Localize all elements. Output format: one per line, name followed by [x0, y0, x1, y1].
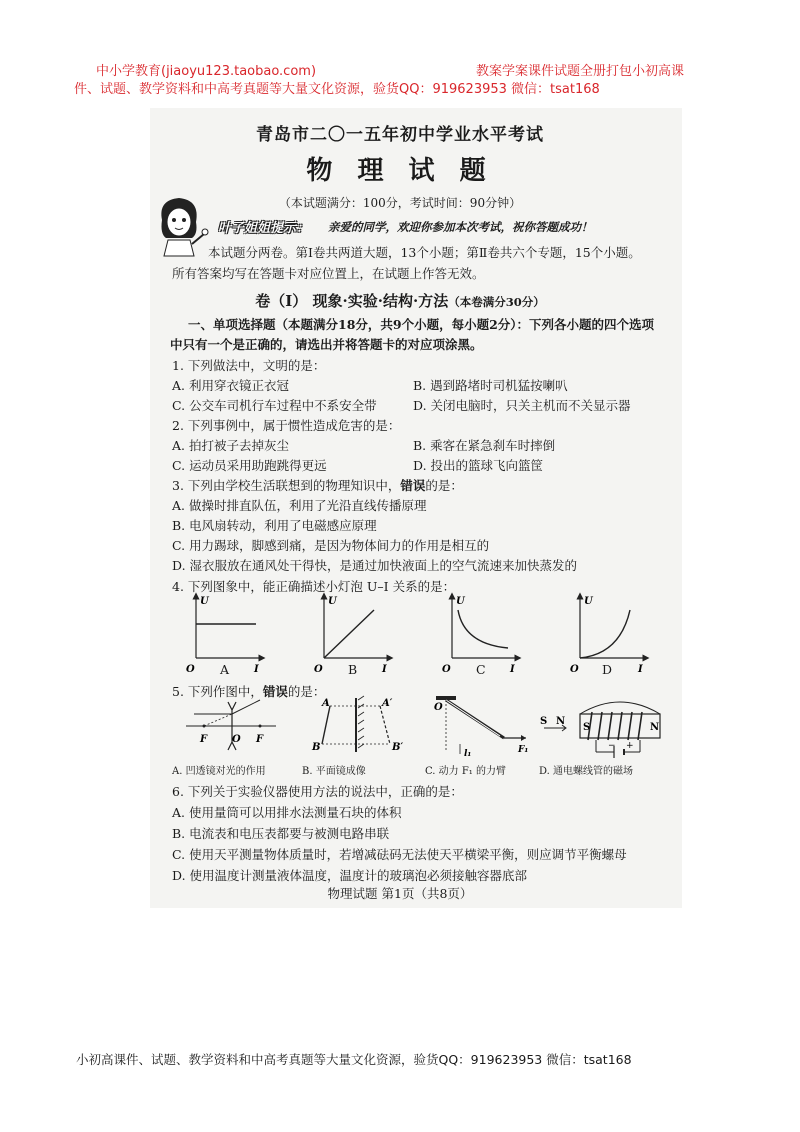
graph-a-y-label: U	[200, 596, 209, 607]
q5-stem-pre: 5. 下列作图中，	[172, 684, 263, 699]
mirror-b: B	[312, 742, 321, 753]
exam-info: （本试题满分：100分，考试时间：90分钟）	[278, 196, 522, 210]
graph-b-x-label: I	[382, 664, 387, 675]
solenoid-s: S	[583, 722, 591, 733]
instructions-line1: 本试题分两卷。第Ⅰ卷共两道大题，13个小题；第Ⅱ卷共六个专题，15个小题。	[208, 245, 641, 260]
lens-o: O	[232, 734, 241, 745]
ad-line2: 件、试题、教学资料和中高考真题等大量文化资源，验货QQ：919623953 微信：tsat168	[74, 82, 600, 97]
q3-option-b: B. 电风扇转动，利用了电磁感应原理	[172, 518, 377, 533]
exam-title: 青岛市二〇一五年初中学业水平考试	[256, 125, 544, 145]
graph-c-origin: O	[442, 664, 451, 675]
q3-option-a: A. 做操时排直队伍，利用了光沿直线传播原理	[172, 498, 427, 513]
graph-b-y-label: U	[328, 596, 337, 607]
q5-option-a: A. 凹透镜对光的作用	[172, 766, 266, 777]
q6-option-c: C. 使用天平测量物体质量时，若增减砝码无法使天平横梁平衡，则应调节平衡螺母	[172, 847, 627, 862]
solenoid-n: N	[650, 722, 660, 733]
section-title: 卷（Ⅰ） 现象·实验·结构·方法	[255, 292, 449, 310]
q5-stem-bold: 错误	[262, 684, 288, 699]
q3-stem-pre: 3. 下列由学校生活联想到的物理知识中，	[172, 478, 401, 493]
q1-option-a: A. 利用穿衣镜正衣冠	[172, 378, 289, 393]
lever-f1: F₁	[518, 745, 529, 755]
battery-minus: −	[608, 741, 616, 751]
mirror-a: A	[322, 698, 330, 709]
q3-stem-bold: 错误	[400, 478, 426, 493]
q3-stem	[172, 476, 463, 494]
tip-text: 亲爱的同学，欢迎你参加本次考试，祝你答题成功！	[328, 220, 593, 234]
graph-a-x-label: I	[254, 664, 259, 675]
graph-b-origin: O	[314, 664, 323, 675]
graph-d-caption: D	[602, 662, 613, 677]
magnet-n: N	[556, 716, 566, 727]
graph-c-caption: C	[476, 662, 486, 677]
section-note: （本卷满分30分）	[448, 295, 545, 309]
graph-d-y-label: U	[584, 596, 593, 607]
part1-line2: 中只有一个是正确的，请选出并将答题卡的对应项涂黑。	[170, 337, 483, 352]
q6-stem: 6. 下列关于实验仪器使用方法的说法中，正确的是：	[172, 784, 463, 799]
ad-top-left: 中小学教育(jiaoyu123.taobao.com)	[96, 64, 317, 79]
q2-option-d: D. 投出的篮球飞向篮筐	[413, 458, 544, 473]
graph-b-caption: B	[348, 662, 358, 677]
page-number: 物理试题 第1页（共8页）	[327, 886, 473, 901]
tip-label: 叶子姐姐提示：	[218, 221, 310, 236]
ad-bottom: 小初高课件、试题、教学资料和中高考真题等大量文化资源，验货QQ：919623953 微信：tsat168	[76, 1052, 632, 1067]
graph-a-caption: A	[220, 662, 230, 677]
q3-option-c: C. 用力踢球，脚感到痛，是因为物体间力的作用是相互的	[172, 538, 490, 553]
q1-stem: 1. 下列做法中，文明的是：	[172, 358, 326, 373]
graph-c-x-label: I	[510, 664, 515, 675]
subject-title: 物 理 试 题	[306, 156, 494, 186]
q1-option-d: D. 关闭电脑时，只关主机而不关显示器	[413, 398, 631, 413]
q6-option-a: A. 使用量筒可以用排水法测量石块的体积	[172, 805, 402, 820]
graph-d-origin: O	[570, 664, 579, 675]
q5-stem-post: 的是：	[287, 684, 326, 699]
q2-option-b: B. 乘客在紧急刹车时摔倒	[413, 438, 556, 453]
instructions-line2: 所有答案均写在答题卡对应位置上，在试题上作答无效。	[172, 266, 485, 281]
q5-option-c: C. 动力 F₁ 的力臂	[425, 766, 506, 777]
mirror-a-prime: A′	[382, 698, 393, 709]
lens-f-right: F	[256, 734, 264, 745]
solenoid-diagram	[540, 702, 660, 758]
cartoon-girl-icon	[148, 194, 210, 258]
graph-c-y-label: U	[456, 596, 465, 607]
q3-option-d: D. 湿衣服放在通风处干得快，是通过加快液面上的空气流速来加快蒸发的	[172, 558, 578, 573]
plane-mirror-diagram	[311, 696, 403, 753]
lever-o: O	[434, 702, 443, 713]
q2-option-c: C. 运动员采用助跑跳得更远	[172, 458, 327, 473]
lever-l1: l₁	[464, 749, 472, 759]
q3-stem-post: 的是：	[425, 478, 463, 493]
mirror-b-prime: B′	[392, 742, 404, 753]
q4-graphs	[180, 592, 670, 682]
q6-option-b: B. 电流表和电压表都要与被测电路串联	[172, 826, 390, 841]
part1-line1: 一、单项选择题（本题满分18分，共9个小题，每小题2分）：下列各小题的四个选项	[188, 317, 655, 332]
q1-option-c: C. 公交车司机行车过程中不系安全带	[172, 398, 377, 413]
q2-option-a: A. 拍打被子去掉灰尘	[172, 438, 289, 453]
concave-lens-diagram	[186, 700, 276, 750]
magnet-s: S	[540, 716, 548, 727]
q1-option-b: B. 遇到路堵时司机猛按喇叭	[413, 378, 568, 393]
lever-diagram	[434, 696, 528, 759]
q6-option-d: D. 使用温度计测量液体温度，温度计的玻璃泡必须接触容器底部	[172, 868, 528, 883]
graph-a-origin: O	[186, 664, 195, 675]
q2-stem: 2. 下列事例中，属于惯性造成危害的是：	[172, 418, 401, 433]
q5-option-d: D. 通电螺线管的磁场	[539, 766, 634, 777]
section-heading	[0, 290, 800, 311]
q5-option-b: B. 平面镜成像	[302, 766, 366, 777]
ad-top-right: 教案学案课件试题全册打包小初高课	[476, 64, 685, 79]
q4-stem: 4. 下列图象中，能正确描述小灯泡 U–I 关系的是：	[172, 579, 456, 594]
battery-plus: +	[626, 741, 634, 751]
q5-diagrams	[180, 694, 670, 762]
graph-d-x-label: I	[638, 664, 643, 675]
lens-f-left: F	[200, 734, 208, 745]
